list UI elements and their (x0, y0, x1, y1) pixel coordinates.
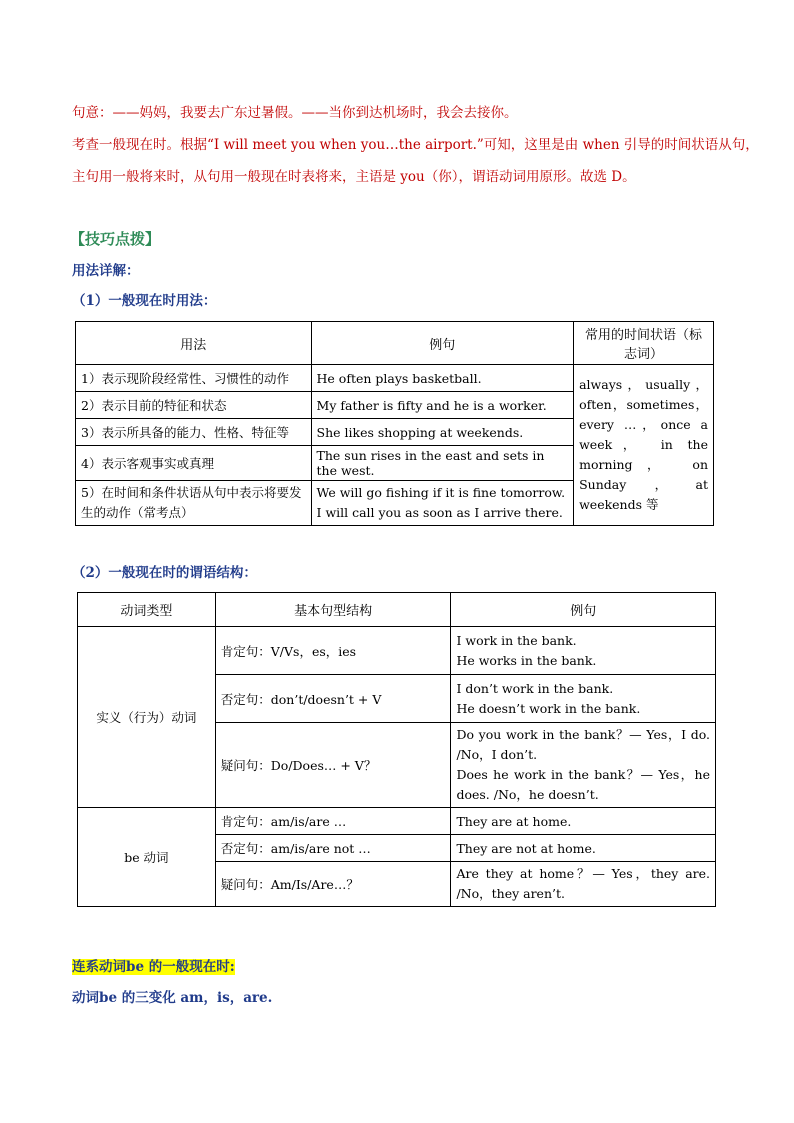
table-row (78, 627, 716, 675)
t2-header-type: 动词类型 (78, 593, 216, 627)
t2-example: They are not at home. (451, 835, 716, 862)
t1-usage: 2）表示目前的特征和状态 (76, 392, 312, 419)
t2-structure: 疑问句：Am/Is/Are…？ (215, 862, 451, 907)
t2-example-line: I work in the bank. (456, 632, 577, 648)
t2-structure: 肯定句：V/Vs，es，ies (215, 627, 451, 675)
t2-example: They are at home. (451, 808, 716, 835)
t2-example-line: He works in the bank. (456, 652, 597, 668)
t1-example-multi (311, 481, 574, 526)
t2-header-structure: 基本句型结构 (215, 593, 451, 627)
t1-usage: 3）表示所具备的能力、性格、特征等 (76, 419, 312, 446)
t2-header-example: 例句 (451, 593, 716, 627)
t2-example: Are they at home？— Yes，they are. /No，they aren’t. (451, 862, 716, 907)
table-row (78, 808, 716, 835)
t2-type-be-verb: be 动词 (78, 808, 216, 907)
t2-structure: 疑问句：Do/Does… + V？ (215, 723, 451, 808)
t1-example-line: I will call you as soon as I arrive there. (316, 505, 563, 520)
usage-table (75, 321, 714, 526)
usage-title: 用法详解： (72, 263, 140, 279)
table-row (76, 365, 714, 392)
be-title-highlight: 连系动词be 的一般现在时: (72, 959, 235, 975)
t1-usage: 5）在时间和条件状语从句中表示将要发生的动作（常考点） (76, 481, 312, 526)
tips-title: 【技巧点拨】 (70, 230, 161, 248)
structure-table (77, 592, 716, 907)
answer-meaning: 句意：——妈妈，我要去广东过暑假。——当你到达机场时，我会去接你。 (72, 105, 518, 121)
t2-structure: 否定句：am/is/are not … (215, 835, 451, 862)
t1-header-example: 例句 (311, 322, 574, 365)
t1-example-line: We will go fishing if it is fine tomorrow. (316, 485, 566, 500)
t2-example-line: He doesn’t work in the bank. (456, 700, 641, 716)
t2-type-action-verb: 实义（行为）动词 (78, 627, 216, 808)
t2-structure: 肯定句：am/is/are … (215, 808, 451, 835)
t1-signal-words: always，usually，often，sometimes， every …，once a week， in the morning， on Sunday，at weekends 等 (574, 365, 714, 526)
sub2-title: （2）一般现在时的谓语结构： (72, 565, 257, 581)
be-line: 动词be 的三变化 am，is，are. (72, 990, 273, 1006)
t1-example: The sun rises in the east and sets in the west. (311, 446, 574, 481)
t2-example (451, 675, 716, 723)
answer-explain-1: 考查一般现在时。根据“I will meet you when you…the airport.”可知，这里是由 when 引导的时间状语从句， (72, 137, 759, 153)
t2-example-line: I don’t work in the bank. (456, 680, 614, 696)
answer-explain-2: 主句用一般将来时，从句用一般现在时表将来，主语是 you（你），谓语动词用原形。故选 D。 (72, 169, 636, 185)
sub1-title: （1）一般现在时用法： (72, 293, 217, 309)
t2-example (451, 627, 716, 675)
t1-header-usage: 用法 (76, 322, 312, 365)
t1-usage: 1）表示现阶段经常性、习惯性的动作 (76, 365, 312, 392)
t2-example-line: Does he work in the bank？— Yes，he does. /No，he doesn’t. (456, 767, 710, 802)
t2-example-line: Do you work in the bank？— Yes，I do. /No，I don’t. (456, 727, 710, 762)
t1-example: She likes shopping at weekends. (311, 419, 574, 446)
be-title (72, 955, 235, 975)
t2-structure: 否定句：don’t/doesn’t + V (215, 675, 451, 723)
t1-usage: 4）表示客观事实或真理 (76, 446, 312, 481)
t1-example: He often plays basketball. (311, 365, 574, 392)
t2-example (451, 723, 716, 808)
t1-example: My father is fifty and he is a worker. (311, 392, 574, 419)
t1-header-signal: 常用的时间状语（标志词） (574, 322, 714, 365)
